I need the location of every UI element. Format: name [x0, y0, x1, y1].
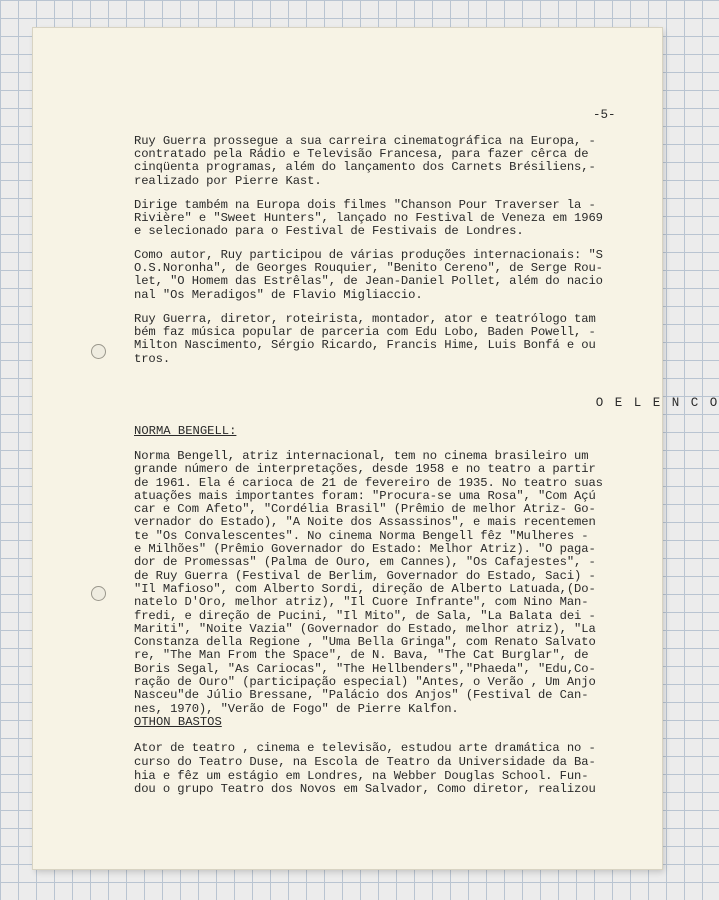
text-line: Nasceu"de Júlio Bressane, "Palácio dos Anjos" (Festival de Can- — [134, 688, 589, 703]
text-line: contratado pela Rádio e Televisão Francesa, para fazer cêrca de — [134, 147, 589, 162]
paragraph-norma-bengell — [134, 450, 626, 716]
text-line: vernador do Estado), "A Noite dos Assassinos", e mais recentemen — [134, 515, 596, 530]
text-line: Dirige também na Europa dois filmes "Chanson Pour Traverser la - — [134, 198, 596, 212]
text-line: grande número de interpretações, desde 1958 e no teatro a partir — [134, 462, 596, 477]
paragraph-music — [134, 313, 626, 366]
text-line: fredi, e direção de Pucini, "Il Mito", de Sala, "La Balata dei - — [134, 608, 596, 623]
text-line: Milton Nascimento, Sérgio Ricardo, Francis Hime, Luis Bonfá e ou — [134, 338, 596, 353]
text-line: ração de Ouro" (participação especial) "Antes, o Verão , Um Anjo — [134, 675, 596, 690]
page-number: -5- — [593, 108, 616, 122]
text-line: hia e fêz um estágio em Londres, na Webber Douglas School. Fun- — [134, 768, 589, 783]
text-line: O.S.Noronha", de Georges Rouquier, "Benito Cereno", de Serge Rou- — [134, 261, 603, 276]
text-line: realizado por Pierre Kast. — [134, 173, 322, 188]
paragraph-career-europe — [134, 135, 626, 188]
binder-hole — [91, 586, 106, 601]
text-line: dou o grupo Teatro dos Novos em Salvador, Como diretor, realizou — [134, 782, 596, 797]
text-line: bém faz música popular de parceria com Edu Lobo, Baden Powell, - — [134, 325, 596, 340]
text-line: e Milhões" (Prêmio Governador do Estado: Melhor Atriz). "O paga- — [134, 542, 596, 557]
text-line: te "Os Convalescentes". No cinema Norma Bengell fêz "Mulheres - — [134, 528, 589, 543]
text-line: Ruy Guerra prossegue a sua carreira cinematográfica na Europa, - — [134, 134, 596, 148]
text-line: Ator de teatro , cinema e televisão, estudou arte dramática no - — [134, 741, 596, 755]
text-line: de Ruy Guerra (Festival de Berlim, Governador do Estado, Saci) - — [134, 568, 596, 583]
text-line: atuações mais importantes foram: "Procura-se uma Rosa", "Com Açú — [134, 488, 596, 503]
text-line: "Il Mafioso", com Alberto Sordi, direção de Alberto Latuada,(Do- — [134, 581, 596, 596]
text-line: Boris Segal, "As Cariocas", "The Hellbenders","Phaeda", "Edu,Co- — [134, 661, 596, 676]
text-line: nal "Os Meradigos" de Flavio Migliaccio. — [134, 287, 423, 302]
section-title-text: O E L E N C O — [595, 396, 719, 410]
paragraph-author — [134, 249, 626, 302]
paragraph-films-europe — [134, 199, 626, 239]
section-title-cast — [33, 396, 719, 410]
text-line: de 1961. Ela é carioca de 21 de fevereiro de 1935. No teatro suas — [134, 475, 603, 490]
text-line: natelo D'Oro, melhor atriz), "Il Cuore Infrante", com Nino Man- — [134, 595, 589, 610]
paragraph-othon-bastos — [134, 742, 626, 797]
text-line: Constanza della Regione , "Uma Bella Gringa", com Renato Salvato — [134, 635, 596, 650]
text-line: dor de Promessas" (Palma de Ouro, em Cannes), "Os Cafajestes", - — [134, 555, 596, 570]
document-page — [33, 28, 719, 869]
heading-othon-bastos: OTHON BASTOS — [134, 715, 222, 729]
text-line: Como autor, Ruy participou de várias produções internacionais: "S — [134, 248, 603, 262]
text-line: Norma Bengell, atriz internacional, tem no cinema brasileiro um — [134, 449, 589, 463]
heading-norma-bengell: NORMA BENGELL: — [134, 424, 237, 438]
text-line: e selecionado para o Festival de Festivais de Londres. — [134, 224, 524, 239]
binder-hole — [91, 344, 106, 359]
text-line: re, "The Man From the Space", de N. Bava, "The Cat Burglar", de — [134, 648, 589, 663]
text-line: curso do Teatro Duse, na Escola de Teatro da Universidade da Ba- — [134, 754, 596, 769]
text-line: Mariti", "Noite Vazia" (Governador do Estado, melhor atriz), "La — [134, 621, 596, 636]
text-line: nes, 1970), "Verão de Fogo" de Pierre Kalfon. — [134, 701, 459, 716]
text-line: Ruy Guerra, diretor, roteirista, montador, ator e teatrólogo tam — [134, 312, 596, 326]
text-line: let, "O Homem das Estrêlas", de Jean-Daniel Pollet, além do nacio — [134, 274, 603, 289]
text-line: cinqüenta programas, além do lançamento dos Carnets Brésiliens,- — [134, 160, 596, 175]
text-line: tros. — [134, 351, 171, 366]
text-line: Rivière" e "Sweet Hunters", lançado no Festival de Veneza em 1969 — [134, 211, 603, 226]
text-line: car e Com Afeto", "Cordélia Brasil" (Prêmio de melhor Atriz- Go- — [134, 502, 596, 517]
